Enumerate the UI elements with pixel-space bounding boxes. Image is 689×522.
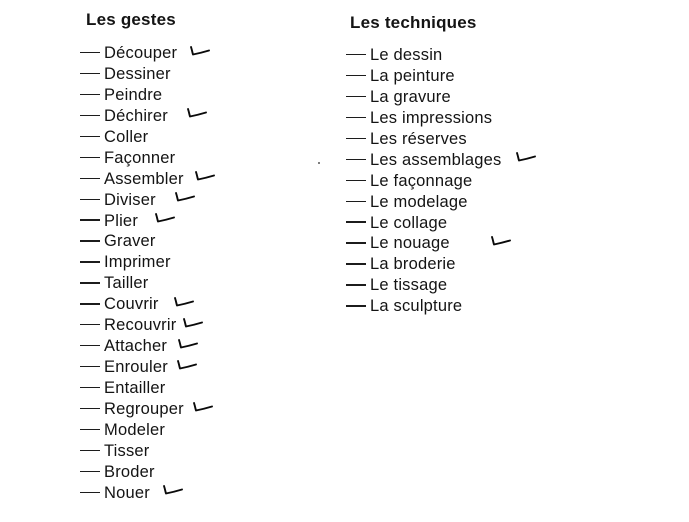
geste-item-label: Façonner xyxy=(104,148,176,167)
em-dash-icon xyxy=(80,429,100,430)
geste-item xyxy=(80,294,216,315)
geste-item-label: Peindre xyxy=(104,85,163,104)
gestes-heading: Les gestes xyxy=(86,10,176,29)
geste-item-label: Imprimer xyxy=(104,253,171,272)
technique-item xyxy=(346,108,537,129)
geste-item xyxy=(80,85,216,106)
em-dash-icon xyxy=(80,471,100,472)
geste-item xyxy=(80,483,216,504)
techniques-heading: Les techniques xyxy=(350,13,477,32)
geste-item xyxy=(80,399,216,420)
technique-item-label: La peinture xyxy=(370,66,455,85)
technique-item-label: Les réserves xyxy=(370,129,467,148)
em-dash-icon xyxy=(346,75,366,76)
geste-item xyxy=(80,190,216,211)
technique-item-label: Le tissage xyxy=(370,276,448,295)
technique-item-label: Le collage xyxy=(370,213,448,232)
em-dash-icon xyxy=(80,282,100,283)
em-dash-icon xyxy=(80,219,100,220)
handwritten-check-icon xyxy=(173,296,195,308)
technique-item xyxy=(346,45,537,66)
geste-item-label: Dessiner xyxy=(104,64,171,83)
handwritten-check-icon xyxy=(490,235,512,247)
geste-item xyxy=(80,211,216,232)
technique-item-label: Les impressions xyxy=(370,108,493,127)
geste-item xyxy=(80,43,216,64)
em-dash-icon xyxy=(346,54,366,55)
geste-item xyxy=(80,336,216,357)
em-dash-icon xyxy=(80,366,100,367)
geste-item xyxy=(80,169,216,190)
geste-item-label: Graver xyxy=(104,232,156,251)
technique-item xyxy=(346,171,537,192)
em-dash-icon xyxy=(80,115,100,116)
geste-item-label: Entailler xyxy=(104,379,166,397)
gestes-list xyxy=(80,43,216,504)
geste-item-label: Tailler xyxy=(104,274,149,293)
geste-item-label: Nouer xyxy=(104,483,150,502)
technique-item xyxy=(346,296,537,317)
geste-item xyxy=(80,231,216,252)
em-dash-icon xyxy=(346,221,366,222)
technique-item-label: Le dessin xyxy=(370,46,443,64)
em-dash-icon xyxy=(80,157,100,158)
handwritten-check-icon xyxy=(154,212,176,224)
technique-item xyxy=(346,213,537,234)
geste-item-label: Diviser xyxy=(104,190,156,209)
handwritten-check-icon xyxy=(189,45,211,57)
geste-item-label: Assembler xyxy=(104,169,184,188)
geste-item-label: Découper xyxy=(104,44,178,62)
em-dash-icon xyxy=(346,138,366,139)
em-dash-icon xyxy=(346,201,366,202)
stray-dot xyxy=(318,162,320,164)
geste-item-label: Recouvrir xyxy=(104,316,177,335)
geste-item-label: Déchirer xyxy=(104,106,168,125)
geste-item-label: Coller xyxy=(104,127,149,146)
em-dash-icon xyxy=(346,305,366,306)
handwritten-check-icon xyxy=(194,170,216,182)
techniques-list xyxy=(346,45,537,317)
em-dash-icon xyxy=(80,178,100,179)
geste-item xyxy=(80,441,216,462)
em-dash-icon xyxy=(346,159,366,160)
em-dash-icon xyxy=(80,94,100,95)
handwritten-check-icon xyxy=(186,107,208,119)
em-dash-icon xyxy=(80,450,100,451)
em-dash-icon xyxy=(346,263,366,264)
em-dash-icon xyxy=(346,242,366,243)
geste-item xyxy=(80,127,216,148)
geste-item-label: Attacher xyxy=(104,337,168,356)
technique-item-label: Le façonnage xyxy=(370,171,473,190)
technique-item-label: La broderie xyxy=(370,255,456,274)
em-dash-icon xyxy=(346,96,366,97)
technique-item-label: Les assemblages xyxy=(370,150,502,169)
technique-item-label: Le modelage xyxy=(370,192,468,211)
geste-item xyxy=(80,357,216,378)
technique-item xyxy=(346,66,537,87)
geste-item xyxy=(80,273,216,294)
handwritten-check-icon xyxy=(192,401,214,413)
technique-item xyxy=(346,87,537,108)
geste-item xyxy=(80,106,216,127)
technique-item xyxy=(346,129,537,150)
technique-item xyxy=(346,233,537,254)
geste-item xyxy=(80,148,216,169)
handwritten-check-icon xyxy=(182,317,204,329)
em-dash-icon xyxy=(80,199,100,200)
geste-item xyxy=(80,420,216,441)
em-dash-icon xyxy=(80,73,100,74)
technique-item xyxy=(346,254,537,275)
geste-item-label: Couvrir xyxy=(104,295,159,314)
geste-item-label: Broder xyxy=(104,462,155,481)
geste-item-label: Modeler xyxy=(104,420,166,439)
em-dash-icon xyxy=(80,324,100,325)
em-dash-icon xyxy=(80,261,100,262)
geste-item-label: Plier xyxy=(104,211,139,230)
em-dash-icon xyxy=(80,345,100,346)
geste-item-label: Regrouper xyxy=(104,399,184,418)
geste-item xyxy=(80,378,216,399)
handwritten-check-icon xyxy=(174,191,196,203)
geste-item xyxy=(80,462,216,483)
em-dash-icon xyxy=(346,117,366,118)
geste-item-label: Tisser xyxy=(104,441,150,460)
em-dash-icon xyxy=(80,303,100,304)
technique-item xyxy=(346,275,537,296)
handwritten-check-icon xyxy=(177,338,199,350)
geste-item xyxy=(80,315,216,336)
handwritten-check-icon xyxy=(176,359,198,371)
technique-item xyxy=(346,192,537,213)
em-dash-icon xyxy=(80,52,100,53)
em-dash-icon xyxy=(80,136,100,137)
geste-item xyxy=(80,252,216,273)
em-dash-icon xyxy=(346,180,366,181)
geste-item xyxy=(80,64,216,85)
em-dash-icon xyxy=(80,387,100,388)
technique-item-label: Le nouage xyxy=(370,234,450,253)
em-dash-icon xyxy=(346,284,366,285)
em-dash-icon xyxy=(80,240,100,241)
handwritten-check-icon xyxy=(515,151,537,163)
technique-item-label: La sculpture xyxy=(370,297,463,316)
em-dash-icon xyxy=(80,492,100,493)
handwritten-check-icon xyxy=(162,484,184,496)
geste-item-label: Enrouler xyxy=(104,358,168,377)
technique-item-label: La gravure xyxy=(370,87,451,106)
em-dash-icon xyxy=(80,408,100,409)
technique-item xyxy=(346,150,537,171)
